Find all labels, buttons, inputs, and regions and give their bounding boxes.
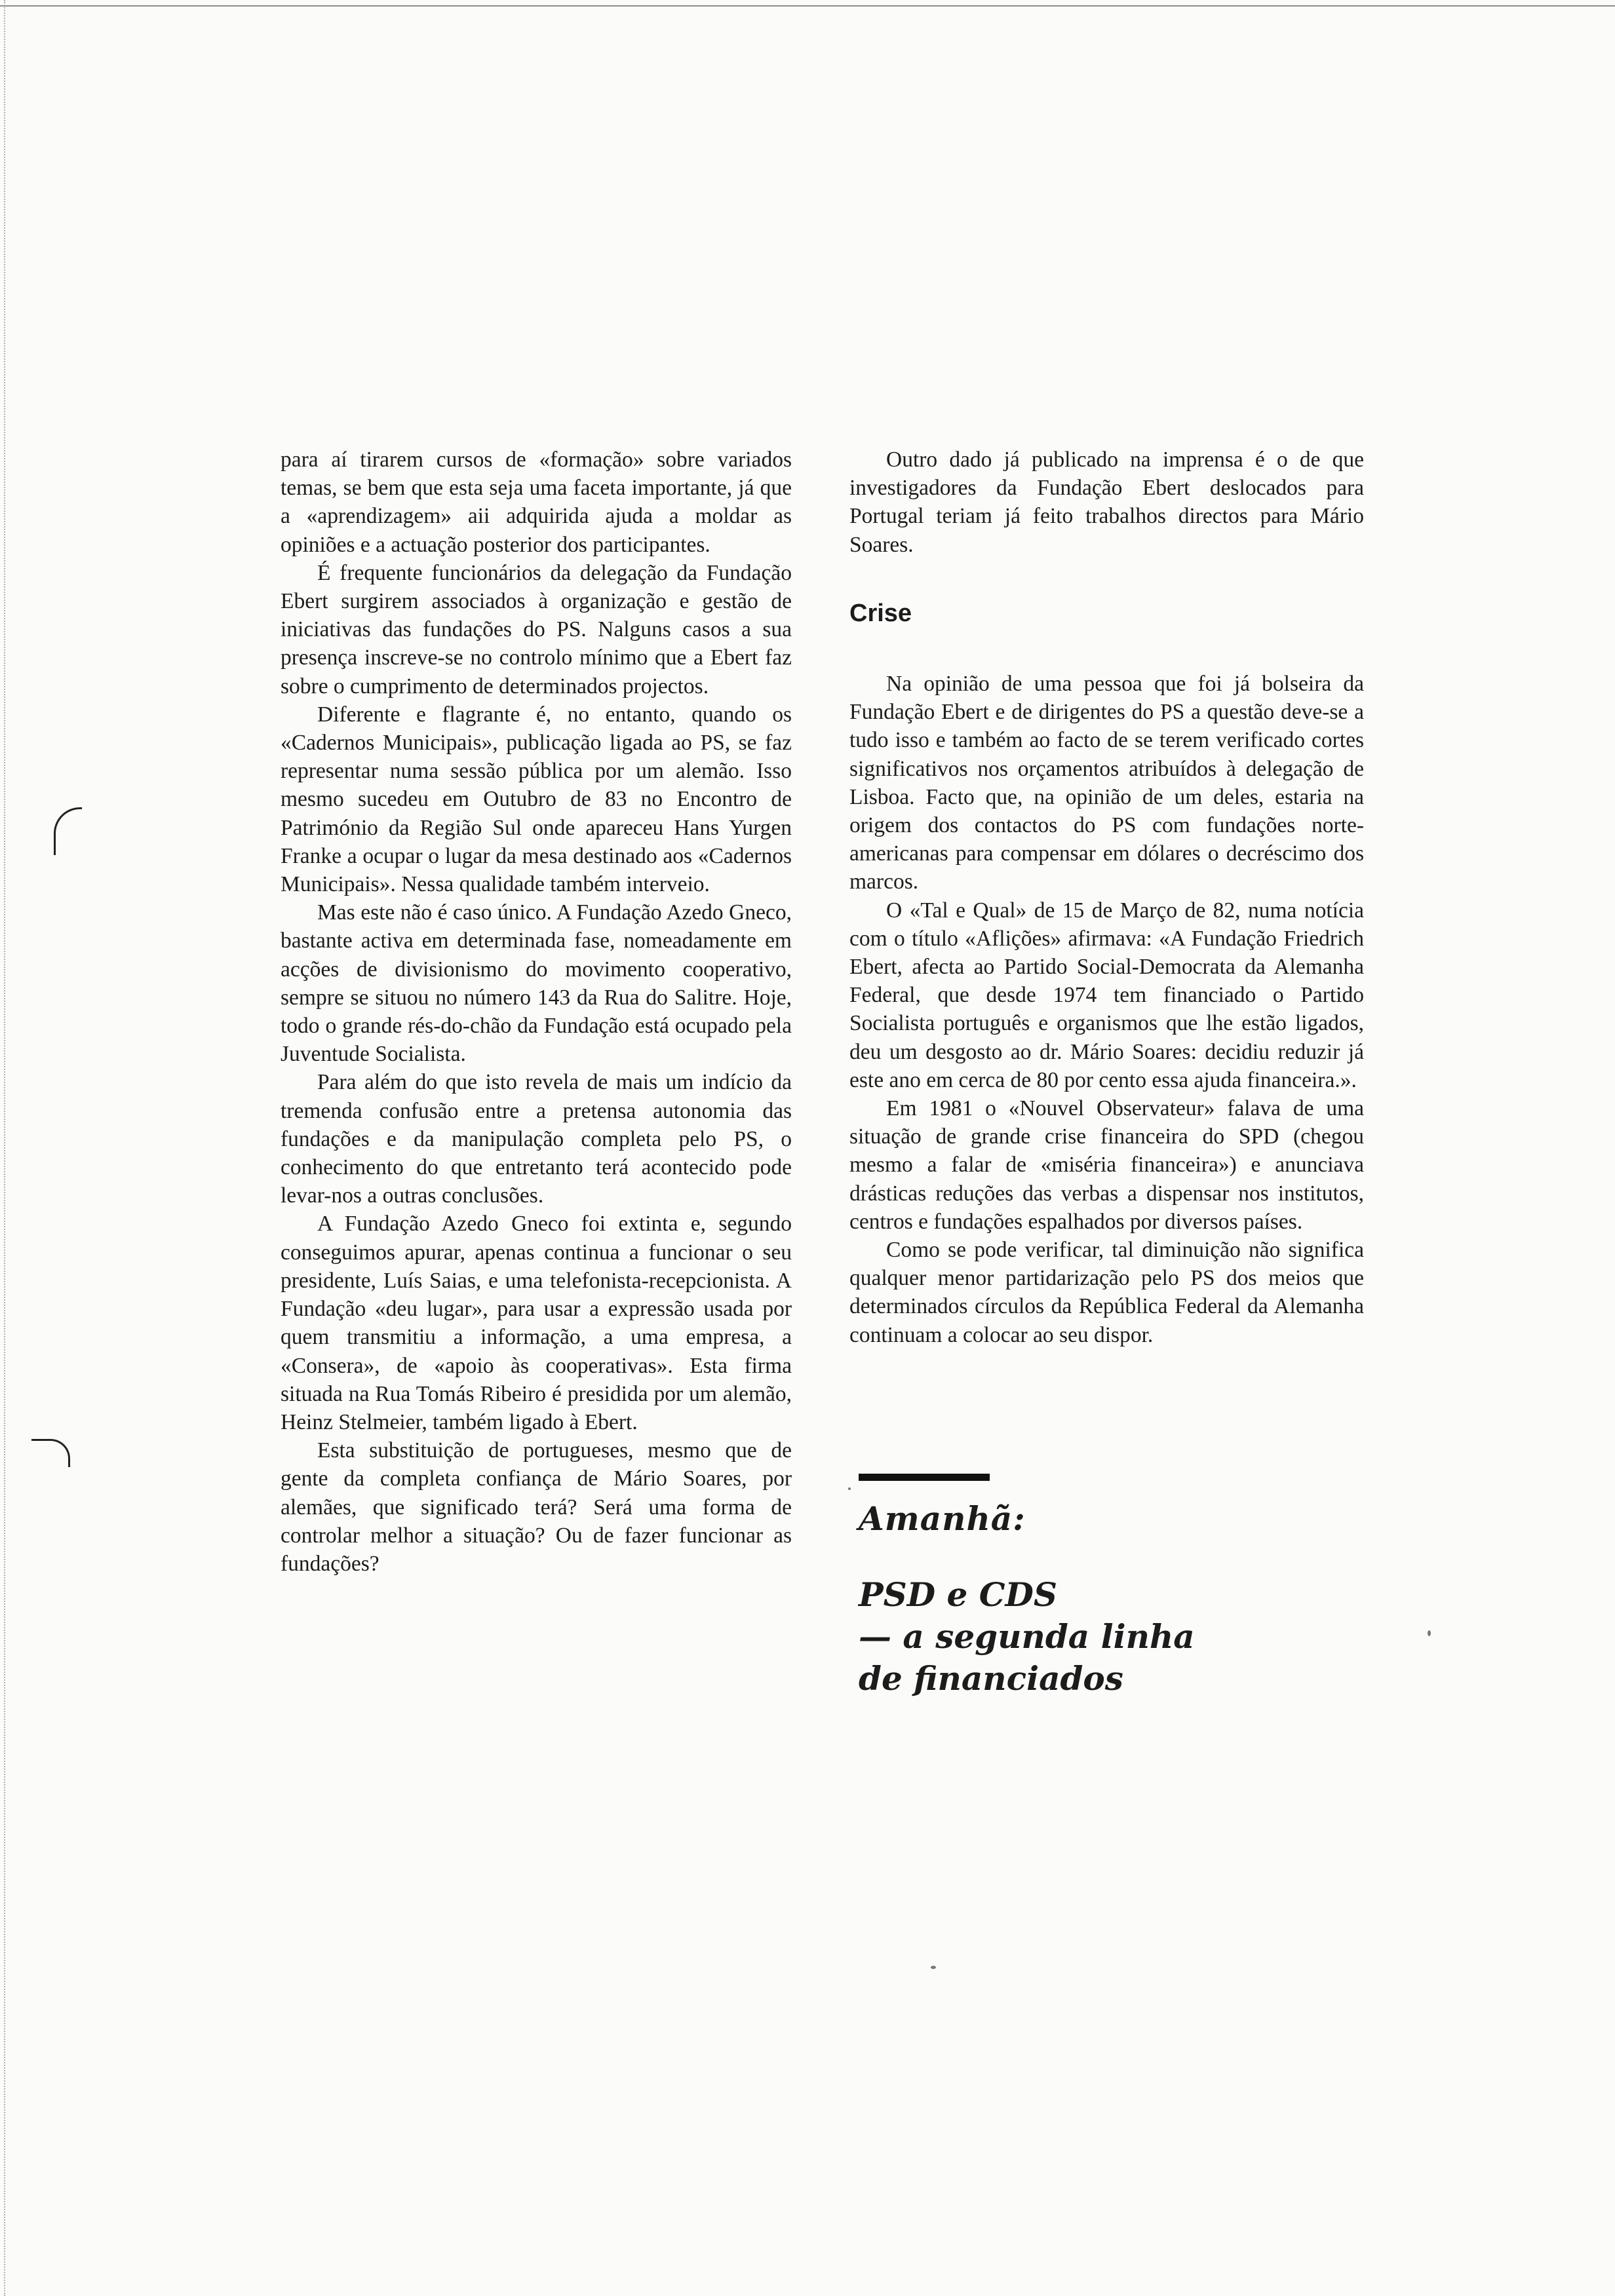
article-paragraph: O «Tal e Qual» de 15 de Março de 82, numa notícia com o título «Aflições» afirmava: «A Fundação Friedrich Ebert, afecta ao Partido Social-Democrata da Alemanha Federal, que desde 1974 tem financiado o Partido Socialista português e organismos que lhe estão ligados, deu um desgosto ao dr. Mário Soares: decidiu reduzir já este ano em cerca de 80 por cento essa ajuda financeira.». xyxy=(849,898,1364,1092)
article-paragraph: Como se pode verificar, tal diminuição não significa qualquer menor partidarização pelo PS dos meios que determinados círculos da República Federal da Alemanha continuam a colocar ao seu dispor. xyxy=(849,1238,1364,1347)
scan-speck xyxy=(1428,1630,1431,1636)
article-paragraph: É frequente funcionários da delegação da Fundação Ebert surgirem associados à organização e gestão de iniciativas das fundações do PS. Nalguns casos a sua presença inscreve-se no controlo mínimo que a Ebert faz sobre o cumprimento de determinados projectos. xyxy=(281,560,792,698)
teaser-headline-line: PSD e CDS xyxy=(859,1575,1057,1614)
article-paragraph: Esta substituição de portugueses, mesmo que de gente da completa confiança de Mário Soares, por alemães, que significado terá? Será uma forma de controlar melhor a situação? Ou de fazer funcionar as fundações? xyxy=(281,1438,792,1576)
article-paragraph: Outro dado já publicado na imprensa é o de que investigadores da Fundação Ebert deslocados para Portugal teriam já feito trabalhos directos para Mário Soares. xyxy=(849,448,1364,557)
article-right-column xyxy=(849,446,1364,1700)
section-heading: Crise xyxy=(849,599,912,627)
teaser-divider-bar xyxy=(859,1474,990,1481)
article-paragraph: Mas este não é caso único. A Fundação Azedo Gneco, bastante activa em determinada fase, nomeadamente em acções de divisionismo do movimento cooperativo, sempre se situou no número 143 da Rua do Salitre. Hoje, todo o grande rés-do-chão da Fundação está ocupado pela Juventude Socialista. xyxy=(281,900,792,1067)
article-paragraph: Diferente e flagrante é, no entanto, quando os «Cadernos Municipais», publicação ligada ao PS, se faz representar numa sessão pública por um alemão. Isso mesmo sucedeu em Outubro de 83 no Encontro de Património da Região Sul onde apareceu Hans Yurgen Franke a ocupar o lugar da mesa destinado aos «Cadernos Municipais». Nessa qualidade também interveio. xyxy=(281,702,792,897)
scan-speck xyxy=(931,1966,936,1969)
article-paragraph: Na opinião de uma pessoa que foi já bolseira da Fundação Ebert e de dirigentes do PS a questão deve-se a tudo isso e também ao facto de se terem verificado cortes significativos nos orçamentos atribuídos à delegação de Lisboa. Facto que, na opinião de um deles, estaria na origem dos contactos do PS com fundações norte-americanas para compensar em dólares o decréscimo dos marcos. xyxy=(849,672,1364,894)
article-left-column xyxy=(281,446,792,1578)
teaser-headline xyxy=(859,1574,1364,1700)
page-top-edge xyxy=(0,5,1615,7)
margin-bracket-mark xyxy=(31,1439,70,1467)
article-paragraph: para aí tirarem cursos de «formação» sobre variados temas, se bem que esta seja uma faceta importante, já que a «aprendizagem» aii adquirida ajuda a moldar as opiniões e a actuação posterior dos participantes. xyxy=(281,448,792,557)
article-paragraph: A Fundação Azedo Gneco foi extinta e, segundo conseguimos apurar, apenas continua a funcionar o seu presidente, Luís Saias, e uma telefonista-recepcionista. A Fundação «deu lugar», para usar a expressão usada por quem transmitiu a informação, a uma empresa, a «Consera», de «apoio às cooperativas». Esta firma situada na Rua Tomás Ribeiro é presidida por um alemão, Heinz Stelmeier, também ligado à Ebert. xyxy=(281,1212,792,1434)
page-left-edge xyxy=(4,0,7,2296)
article-paragraph: Para além do que isto revela de mais um indício da tremenda confusão entre a pretensa autonomia das fundações e da manipulação completa pelo PS, o conhecimento do que entretanto terá acontecido pode levar-nos a outras conclusões. xyxy=(281,1070,792,1208)
article-paragraph: Em 1981 o «Nouvel Observateur» falava de uma situação de grande crise financeira do SPD (chegou mesmo a falar de «miséria financeira») e anunciava drásticas reduções das verbas a dispensar nos institutos, centros e fundações espalhados por diversos países. xyxy=(849,1096,1364,1234)
margin-bracket-mark xyxy=(54,807,82,855)
teaser-kicker: Amanhã: xyxy=(859,1499,1026,1538)
teaser-headline-line: — a segunda linha xyxy=(859,1617,1195,1656)
teaser-headline-line: de financiados xyxy=(859,1658,1123,1698)
